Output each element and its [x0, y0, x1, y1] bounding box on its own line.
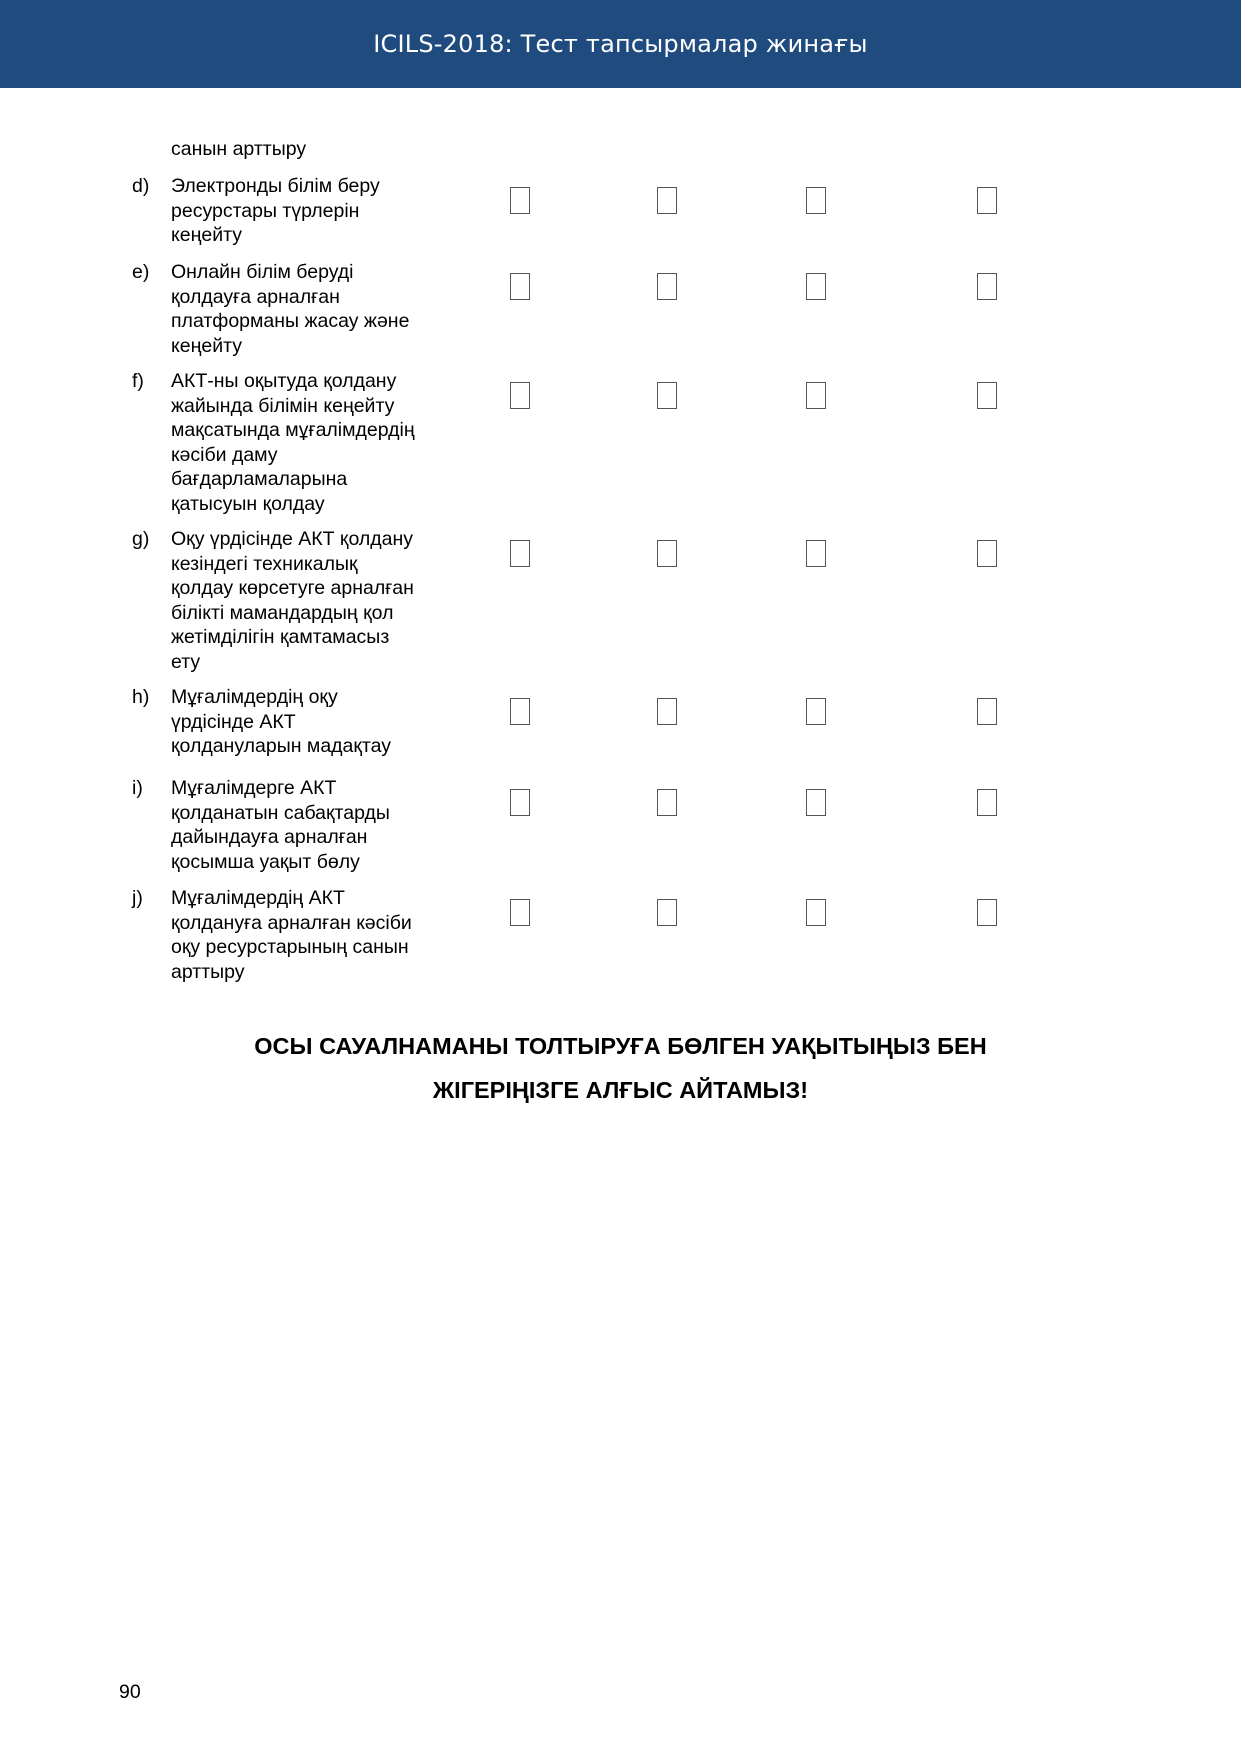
- checkbox-g-2[interactable]: [657, 540, 677, 567]
- row-letter: f): [132, 370, 144, 392]
- checkbox-j-4[interactable]: [977, 899, 997, 926]
- page-number: 90: [119, 1681, 141, 1703]
- checkbox-f-4[interactable]: [977, 382, 997, 409]
- row-letter: e): [132, 261, 150, 283]
- checkbox-j-1[interactable]: [510, 899, 530, 926]
- checkbox-f-3[interactable]: [806, 382, 826, 409]
- checkbox-i-3[interactable]: [806, 789, 826, 816]
- checkbox-i-1[interactable]: [510, 789, 530, 816]
- row-text: Оқу үрдісінде АКТ қолдану кезіндегі техникалық қолдау көрсетуге арналған білікті мамандардың қол жетімділігін қамтамасыз ету: [171, 528, 414, 673]
- checkbox-d-3[interactable]: [806, 187, 826, 214]
- row-letter: g): [132, 528, 150, 550]
- checkbox-g-3[interactable]: [806, 540, 826, 567]
- checkbox-d-2[interactable]: [657, 187, 677, 214]
- checkbox-h-2[interactable]: [657, 698, 677, 725]
- checkbox-e-1[interactable]: [510, 273, 530, 300]
- checkbox-i-2[interactable]: [657, 789, 677, 816]
- row-text: АКТ-ны оқытуда қолдану жайында білімін кеңейту мақсатында мұғалімдердің кәсіби даму бағдарламаларына қатысуын қолдау: [171, 370, 415, 515]
- checkbox-h-3[interactable]: [806, 698, 826, 725]
- page-header: [0, 0, 1241, 88]
- row-letter: h): [132, 686, 150, 708]
- checkbox-g-4[interactable]: [977, 540, 997, 567]
- checkbox-e-3[interactable]: [806, 273, 826, 300]
- checkbox-e-2[interactable]: [657, 273, 677, 300]
- row-letter: i): [132, 777, 143, 799]
- row-text: Мұғалімдердің АКТ қолдануға арналған кәсіби оқу ресурстарының санын арттыру: [171, 887, 412, 983]
- checkbox-h-1[interactable]: [510, 698, 530, 725]
- checkbox-j-3[interactable]: [806, 899, 826, 926]
- checkbox-f-1[interactable]: [510, 382, 530, 409]
- checkbox-i-4[interactable]: [977, 789, 997, 816]
- continuation-text: санын арттыру: [171, 138, 307, 160]
- checkbox-d-1[interactable]: [510, 187, 530, 214]
- checkbox-f-2[interactable]: [657, 382, 677, 409]
- row-text: Мұғалімдерге АКТ қолданатын сабақтарды дайындауға арналған қосымша уақыт бөлу: [171, 777, 390, 873]
- checkbox-j-2[interactable]: [657, 899, 677, 926]
- checkbox-e-4[interactable]: [977, 273, 997, 300]
- row-text: Онлайн білім беруді қолдауға арналған платформаны жасау және кеңейту: [171, 261, 410, 357]
- closing-line-1: ОСЫ САУАЛНАМАНЫ ТОЛТЫРУҒА БӨЛГЕН УАҚЫТЫҢЫЗ БЕН: [254, 1033, 987, 1059]
- checkbox-d-4[interactable]: [977, 187, 997, 214]
- row-letter: j): [132, 887, 143, 909]
- checkbox-g-1[interactable]: [510, 540, 530, 567]
- closing-line-2: ЖІГЕРІҢІЗГЕ АЛҒЫС АЙТАМЫЗ!: [432, 1077, 809, 1103]
- header-title: ICILS-2018: Тест тапсырмалар жинағы: [373, 30, 868, 58]
- row-text: Мұғалімдердің оқу үрдісінде АКТ қолдануларын мадақтау: [171, 686, 392, 757]
- checkbox-h-4[interactable]: [977, 698, 997, 725]
- row-text: Электронды білім беру ресурстары түрлерін кеңейту: [171, 175, 380, 246]
- row-letter: d): [132, 175, 150, 197]
